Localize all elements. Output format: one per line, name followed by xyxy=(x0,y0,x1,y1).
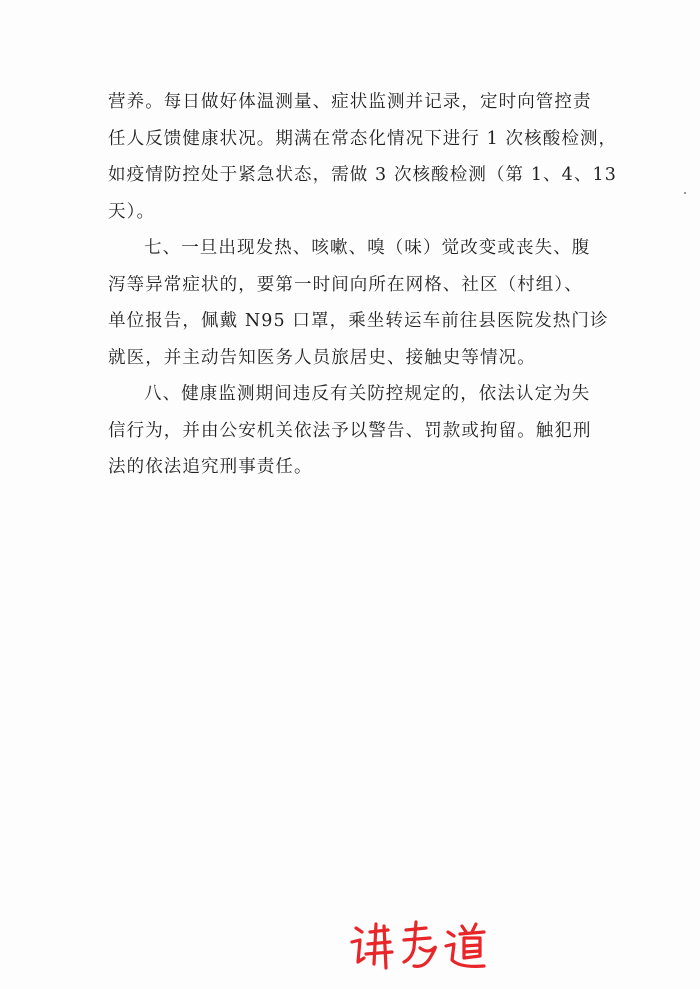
text-line: 泻等异常症状的，要第一时间向所在网格、社区（村组）、 xyxy=(108,274,583,295)
text-line: 天）。 xyxy=(108,201,156,222)
text-line: 法的依法追究刑事责任。 xyxy=(108,457,313,477)
scan-speck xyxy=(684,192,686,194)
text-line: 营养。每日做好体温测量、症状监测并记录，定时向管控责 xyxy=(108,92,592,112)
paragraph-health-monitoring xyxy=(108,88,618,234)
text-line: 七、一旦出现发热、咳嗽、嗅（味）觉改变或丧失、腹 xyxy=(144,238,591,258)
text-line: 如疫情防控处于紧急状态，需做 3 次核酸检测（第 1、4、13 xyxy=(108,165,617,185)
text-line: 八、健康监测期间违反有关防控规定的，依法认定为失 xyxy=(144,384,591,404)
text-line: 单位报告，佩戴 N95 口罩，乘坐转运车前往县医院发热门诊 xyxy=(108,311,609,331)
document-body xyxy=(108,88,618,490)
text-line: 信行为，并由公安机关依法予以警告、罚款或拘留。触犯刑 xyxy=(108,420,592,441)
paragraph-item-seven xyxy=(108,234,608,380)
text-line: 任人反馈健康状况。期满在常态化情况下进行 1 次核酸检测， xyxy=(108,128,618,149)
paragraph-item-eight xyxy=(108,380,608,490)
handwritten-signature xyxy=(344,918,494,978)
text-line: 就医，并主动告知医务人员旅居史、接触史等情况。 xyxy=(108,347,536,368)
